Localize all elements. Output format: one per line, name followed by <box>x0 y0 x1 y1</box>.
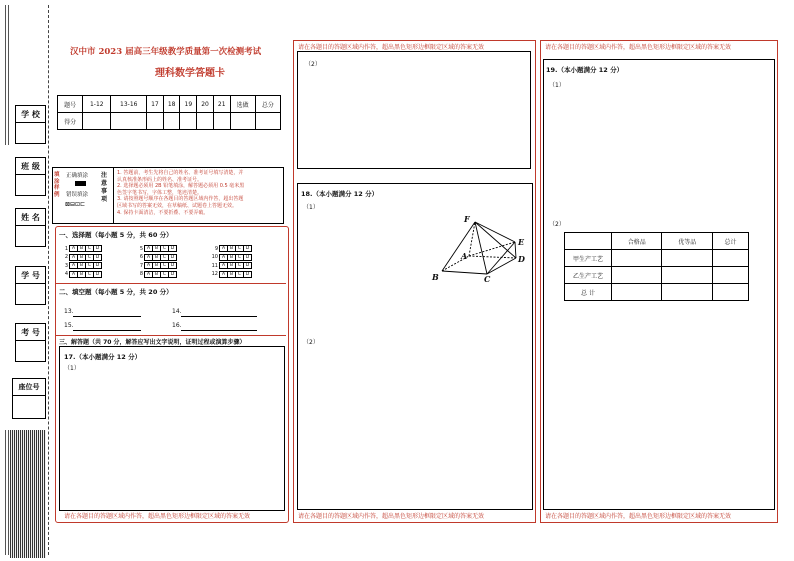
choice-bubble-D[interactable]: D <box>245 254 250 260</box>
choice-row-9 <box>210 245 252 252</box>
q18-box[interactable] <box>297 183 533 510</box>
correct-fill-label: 正确填涂 <box>66 173 89 179</box>
notice-divider <box>113 168 114 223</box>
score-cell[interactable] <box>213 113 230 130</box>
score-header: 总分 <box>255 96 280 113</box>
notice-item: 1. 答题前，考生先将自己的姓名、准考证号填写清楚，并 <box>117 170 244 176</box>
choice-options <box>69 262 102 269</box>
choice-options <box>219 254 252 261</box>
choice-row-3 <box>60 262 102 269</box>
section-divider <box>56 283 286 284</box>
score-cell[interactable] <box>230 113 255 130</box>
choice-options <box>69 245 102 252</box>
blank-16-label: 16. <box>172 322 182 329</box>
stats-col-header: 合格品 <box>612 233 662 250</box>
choice-bubble-C[interactable]: C <box>161 255 169 260</box>
choice-bubble-A[interactable]: A <box>145 255 153 260</box>
choice-bubble-D[interactable]: D <box>95 246 100 251</box>
choice-bubble-C[interactable]: C <box>161 272 169 277</box>
score-header: 题号 <box>58 96 83 113</box>
fill-example-panel <box>52 167 284 224</box>
choice-bubble-D[interactable]: D <box>170 254 175 260</box>
wrong-fill-label: 错误填涂 <box>66 192 89 198</box>
q19-box[interactable] <box>543 59 775 510</box>
blank-15-line[interactable] <box>73 330 141 331</box>
choice-bubble-C[interactable]: C <box>86 255 94 260</box>
notice-item: 3. 请按照题号顺序在各题目的答题区域内作答，超出答题 <box>117 196 244 203</box>
score-cell[interactable] <box>180 113 197 130</box>
field-label-student-id: 学 号 <box>15 266 46 284</box>
choice-bubble-B[interactable]: B <box>153 255 161 260</box>
field-label-name: 姓 名 <box>15 208 46 226</box>
card-title: 汉中市 2023 届高三年级教学质量第一次检测考试 <box>70 47 262 57</box>
q17-part1: （1） <box>64 365 80 372</box>
choice-bubble-C[interactable]: C <box>86 272 94 277</box>
choice-bubble-B[interactable]: B <box>153 263 161 268</box>
choice-number: 2 <box>64 254 68 260</box>
field-input-school[interactable] <box>15 122 46 144</box>
score-cell[interactable] <box>197 113 214 130</box>
choice-bubble-C[interactable]: C <box>236 246 244 251</box>
score-cell[interactable] <box>83 113 111 130</box>
choice-bubble-A[interactable]: A <box>220 255 228 260</box>
choice-options <box>144 245 177 252</box>
choice-number: 3 <box>64 262 68 269</box>
choice-row-7 <box>135 262 177 269</box>
q18-label-C: C <box>484 274 491 284</box>
choice-bubble-A[interactable]: A <box>145 246 153 251</box>
choice-number: 4 <box>64 271 68 277</box>
choice-bubble-B[interactable]: B <box>153 272 161 277</box>
choice-options <box>69 254 102 261</box>
stats-cell[interactable] <box>662 267 712 284</box>
choice-bubble-A[interactable]: A <box>145 272 153 277</box>
wrong-fill-marks: ⊠⊟⊡⊏ <box>65 201 86 208</box>
score-cell[interactable] <box>163 113 180 130</box>
field-label-seat: 座位号 <box>12 378 46 396</box>
q18-label-F: F <box>464 214 470 224</box>
q18-label-E: E <box>518 237 525 247</box>
q17-box[interactable] <box>59 346 285 511</box>
notice-list <box>117 170 244 216</box>
blank-14-line[interactable] <box>181 316 257 317</box>
choice-bubble-C[interactable]: C <box>161 263 169 268</box>
q17-part2: （2） <box>305 61 321 68</box>
answer-section-head: 三、解答题（共 70 分，解答应写出文字说明，证明过程或演算步骤） <box>59 339 246 346</box>
score-cell[interactable] <box>111 113 147 130</box>
q18-title: 18.（本小题满分 12 分） <box>301 190 379 198</box>
notice-item: 色签字笔书写，字体工整，笔迹清楚。 <box>117 189 203 196</box>
choice-bubble-A[interactable]: A <box>70 246 78 251</box>
choice-number: 8 <box>139 271 143 277</box>
choice-section-head: 一、选择题（每小题 5 分，共 60 分） <box>59 231 173 239</box>
choice-bubble-D[interactable]: D <box>245 263 250 268</box>
choice-bubble-C[interactable]: C <box>236 255 244 260</box>
choice-bubble-D[interactable]: D <box>170 271 175 277</box>
choice-bubble-D[interactable]: D <box>245 246 250 251</box>
choice-bubble-A[interactable]: A <box>70 255 78 260</box>
q19-part1: （1） <box>549 82 565 89</box>
choice-bubble-D[interactable]: D <box>245 271 250 277</box>
score-header: 19 <box>180 96 197 113</box>
score-header: 18 <box>163 96 180 113</box>
warning-text: 请在各题目的答题区域内作答，超出黑色矩形边框限定区域的答案无效 <box>298 513 485 520</box>
choice-bubble-B[interactable]: B <box>153 246 161 251</box>
choice-bubble-A[interactable]: A <box>220 263 228 268</box>
notice-label: 注意事项 <box>101 172 108 203</box>
blank-14-label: 14. <box>172 308 182 315</box>
score-cell[interactable] <box>147 113 164 130</box>
choice-bubble-D[interactable]: D <box>170 246 175 251</box>
choice-bubble-A[interactable]: A <box>70 263 78 268</box>
stats-row-label: 乙生产工艺 <box>565 267 612 284</box>
choice-bubble-D[interactable]: D <box>95 271 100 277</box>
choice-row-11 <box>210 262 252 269</box>
score-header: 20 <box>197 96 214 113</box>
fill-example-side-label: 填涂样例 <box>54 172 60 198</box>
choice-options <box>144 262 177 269</box>
warning-text: 请在各题目的答题区域内作答，超出黑色矩形边框限定区域的答案无效 <box>298 44 485 51</box>
notice-item: 2. 选择题必须用 2B 铅笔填涂，解答题必须用 0.5 毫米黑 <box>117 183 245 190</box>
choice-row-10 <box>210 254 252 261</box>
choice-options <box>219 271 252 278</box>
notice-item: 区域书写的答案无效，在草稿纸、试题卷上答题无效。 <box>117 202 238 209</box>
fill-section-head: 二、填空题（每小题 5 分，共 20 分） <box>59 288 173 296</box>
field-input-name[interactable] <box>15 225 46 247</box>
choice-options <box>144 271 177 278</box>
field-label-exam-no: 考 号 <box>15 323 46 341</box>
q17-continued-box[interactable] <box>297 51 531 169</box>
choice-bubble-B[interactable]: B <box>78 246 86 251</box>
field-input-student-id[interactable] <box>15 283 46 305</box>
choice-bubble-B[interactable]: B <box>78 272 86 277</box>
choice-row-6 <box>135 254 177 261</box>
field-input-class[interactable] <box>15 174 46 196</box>
section-divider <box>56 335 286 336</box>
choice-bubble-B[interactable]: B <box>228 263 236 268</box>
choice-bubble-C[interactable]: C <box>86 246 94 251</box>
score-header: 13-16 <box>111 96 147 113</box>
choice-bubble-D[interactable]: D <box>95 263 100 268</box>
notice-item: 认真核准条形码上的姓名、准考证号。 <box>117 176 203 183</box>
blank-16-line[interactable] <box>181 330 257 331</box>
field-label-class: 班 级 <box>15 157 46 175</box>
choice-row-5 <box>135 245 177 252</box>
choice-bubble-A[interactable]: A <box>220 272 228 277</box>
choice-number: 11 <box>211 262 218 269</box>
warning-text: 请在各题目的答题区域内作答，超出黑色矩形边框限定区域的答案无效 <box>545 513 732 520</box>
choice-row-4 <box>60 271 102 278</box>
stats-cell[interactable] <box>712 267 748 284</box>
stats-cell[interactable] <box>612 284 662 301</box>
choice-options <box>219 245 252 252</box>
choice-bubble-C[interactable]: C <box>236 272 244 277</box>
choice-bubble-C[interactable]: C <box>161 246 169 251</box>
choice-grid <box>60 245 280 279</box>
score-table <box>57 95 281 130</box>
score-header: 17 <box>147 96 164 113</box>
field-input-seat[interactable] <box>12 395 46 419</box>
field-label-school: 学 校 <box>15 105 46 123</box>
warning-text: 请在各题目的答题区域内作答，超出黑色矩形边框限定区域的答案无效 <box>64 513 251 520</box>
choice-bubble-C[interactable]: C <box>236 263 244 268</box>
stats-cell[interactable] <box>662 250 712 267</box>
notice-item: 4. 保持卡面清洁，不要折叠、不要弄破。 <box>117 209 209 216</box>
dashed-cut-line <box>48 5 49 555</box>
choice-number: 12 <box>211 271 218 277</box>
choice-row-8 <box>135 271 177 278</box>
stats-cell[interactable] <box>662 284 712 301</box>
q17-title: 17.（本小题满分 12 分） <box>64 353 142 361</box>
choice-row-2 <box>60 254 102 261</box>
choice-bubble-D[interactable]: D <box>170 263 175 268</box>
choice-bubble-A[interactable]: A <box>145 263 153 268</box>
stats-cell[interactable] <box>612 267 662 284</box>
choice-bubble-B[interactable]: B <box>228 255 236 260</box>
choice-bubble-B[interactable]: B <box>78 255 86 260</box>
choice-bubble-D[interactable]: D <box>95 254 100 260</box>
choice-number: 9 <box>214 245 218 252</box>
choice-number: 7 <box>139 262 143 269</box>
q18-part1: （1） <box>303 204 319 211</box>
stats-cell[interactable] <box>612 250 662 267</box>
barcode-area <box>10 430 46 558</box>
stats-col-header: 优等品 <box>662 233 712 250</box>
choice-row-1 <box>60 245 102 252</box>
choice-number: 6 <box>139 254 143 260</box>
q18-label-D: D <box>518 254 525 264</box>
choice-bubble-A[interactable]: A <box>70 272 78 277</box>
choice-options <box>144 254 177 261</box>
choice-bubble-B[interactable]: B <box>228 272 236 277</box>
q19-title: 19.（本小题满分 12 分） <box>546 66 624 74</box>
stats-col-header: 总计 <box>712 233 748 250</box>
blank-15-label: 15. <box>64 322 74 329</box>
stats-row-label: 甲生产工艺 <box>565 250 612 267</box>
blank-13-line[interactable] <box>73 316 141 317</box>
choice-number: 1 <box>64 245 68 252</box>
choice-bubble-A[interactable]: A <box>220 246 228 251</box>
binding-strip <box>5 5 11 145</box>
score-row-label: 得分 <box>58 113 83 130</box>
blank-13-label: 13. <box>64 308 74 315</box>
choice-row-12 <box>210 271 252 278</box>
q18-label-B: B <box>432 272 439 282</box>
choice-options <box>69 271 102 278</box>
warning-text: 请在各题目的答题区域内作答，超出黑色矩形边框限定区域的答案无效 <box>545 44 732 51</box>
q18-geometry-figure <box>430 216 530 286</box>
score-header: 1-12 <box>83 96 111 113</box>
choice-bubble-B[interactable]: B <box>78 263 86 268</box>
field-input-exam-no[interactable] <box>15 340 46 362</box>
score-cell[interactable] <box>255 113 280 130</box>
correct-fill-mark <box>75 181 86 186</box>
choice-bubble-B[interactable]: B <box>228 246 236 251</box>
stats-corner <box>565 233 612 250</box>
stats-cell[interactable] <box>712 250 748 267</box>
choice-bubble-C[interactable]: C <box>86 263 94 268</box>
choice-number: 10 <box>211 254 218 260</box>
q19-part2: （2） <box>549 221 565 228</box>
q18-label-A: A <box>461 251 468 261</box>
choice-options <box>219 262 252 269</box>
q19-stats-table <box>564 232 749 301</box>
choice-number: 5 <box>139 245 143 252</box>
score-header: 21 <box>213 96 230 113</box>
stats-row-label: 总 计 <box>565 284 612 301</box>
card-subtitle: 理科数学答题卡 <box>155 68 225 79</box>
score-header: 选做 <box>230 96 255 113</box>
stats-cell[interactable] <box>712 284 748 301</box>
q18-part2: （2） <box>303 339 319 346</box>
